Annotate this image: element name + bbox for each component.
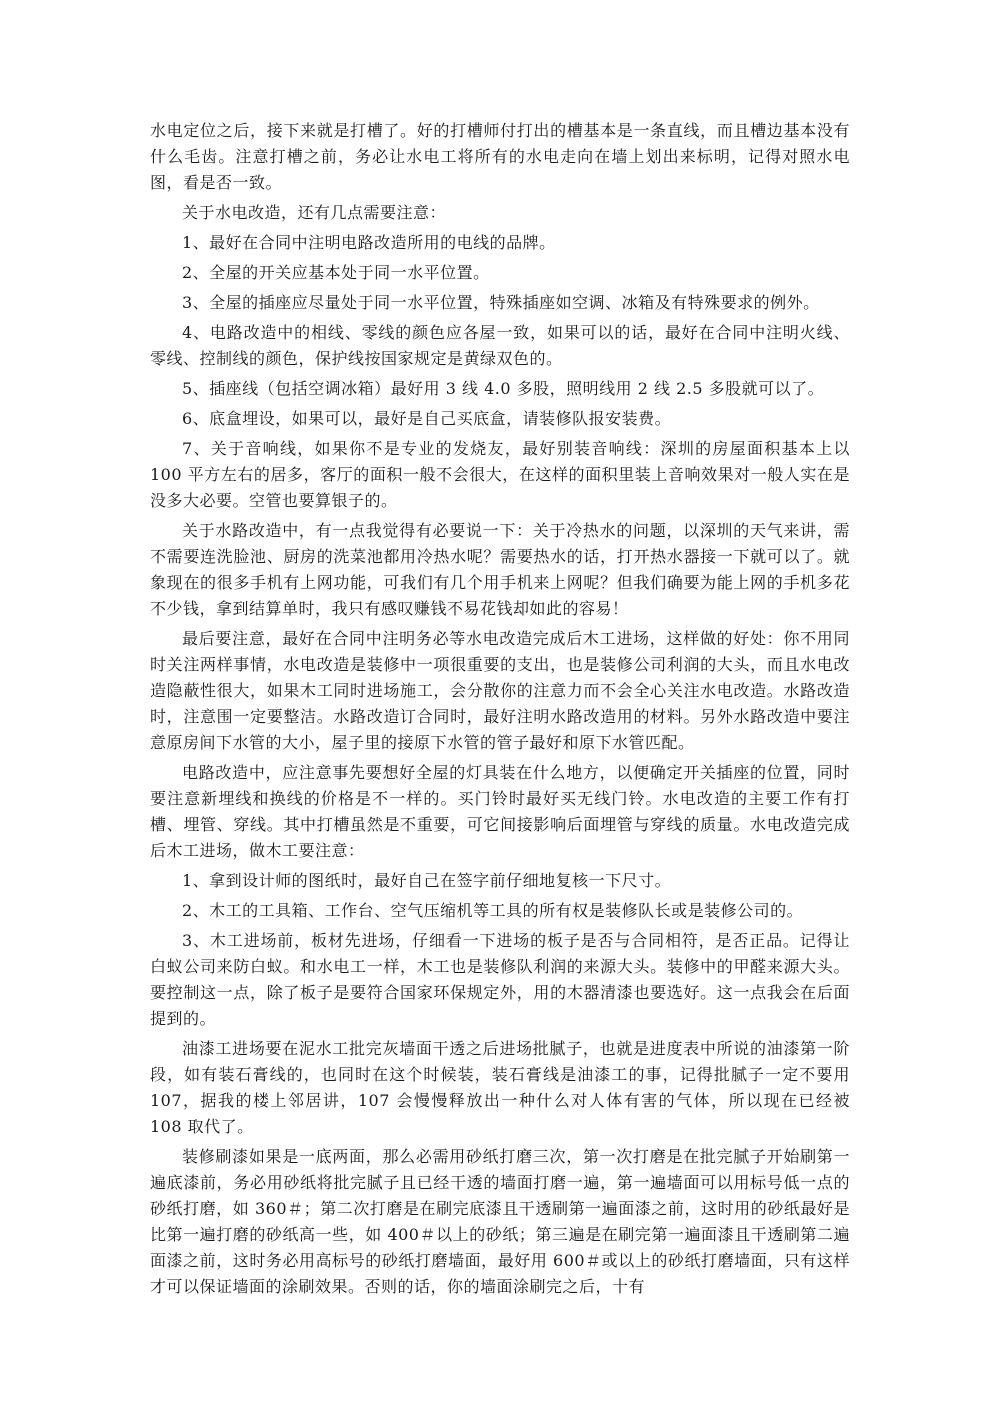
list-item-drawings: 1、拿到设计师的图纸时，最好自己在签字前仔细地复核一下尺寸。 (182, 871, 672, 890)
paragraph-slotting: 水电定位之后，接下来就是打槽了。好的打槽师付打出的槽基本是一条直线，而且槽边基本没有什么毛齿。注意打槽之前，务必让水电工将所有的水电走向在墙上划出来标明，记得对照水电图，看是否一致。 (150, 121, 850, 192)
paragraph-carpentry-timing: 最后要注意，最好在合同中注明务必等水电改造完成后木工进场，这样做的好处：你不用同时关注两样事情，水电改造是装修中一项很重要的支出，也是装修公司利润的大头，而且水电改造隐蔽性很大，如果木工同时进场施工，会分散你的注意力而不会全心关注水电改造。水路改造时，注意围一定要整洁。水路改造订合同时，最好注明水路改造用的材料。另外水路改造中要注意原房间下水管的大小，屋子里的接原下水管的管子最好和原下水管匹配。 (150, 629, 850, 752)
list-item-audio-wire: 7、关于音响线，如果你不是专业的发烧友，最好别装音响线：深圳的房屋面积基本上以 100 平方左右的居多，客厅的面积一般不会很大，在这样的面积里装上音响效果对一般人实在是没多大必要。空管也要算银子的。 (150, 439, 850, 510)
paragraph-sanding: 装修刷漆如果是一底两面，那么必需用砂纸打磨三次，第一次打磨是在批完腻子开始刷第一遍底漆前，务必用砂纸将批完腻子且已经干透的墙面打磨一遍，第一遍墙面可以用标号低一点的砂纸打磨，如 360＃；第二次打磨是在刷完底漆且干透刷第一遍面漆之前，这时用的砂纸最好是比第一遍打磨的砂纸高一些，如 400＃以上的砂纸；第三遍是在刷完第一遍面漆且干透刷第二遍面漆之前，这时务必用高标号的砂纸打磨墙面，最好用 600＃或以上的砂纸打磨墙面，只有这样才可以保证墙面的涂刷效果。否则的话，你的墙面涂刷完之后，十有 (150, 1147, 850, 1296)
paragraph-water-hot-cold: 关于水路改造中，有一点我觉得有必要说一下：关于冷热水的问题，以深圳的天气来讲，需不需要连洗脸池、厨房的洗菜池都用冷热水呢？需要热水的话，打开热水器接一下就可以了。就象现在的很多手机有上网功能，可我们有几个用手机来上网呢？但我们确要为能上网的手机多花不少钱，拿到结算单时，我只有感叹赚钱不易花钱却如此的容易！ (150, 521, 850, 618)
list-item-switch-level: 2、全屋的开关应基本处于同一水平位置。 (182, 263, 490, 282)
document-page (150, 118, 850, 1304)
paragraph-electrical-planning: 电路改造中，应注意事先要想好全屋的灯具装在什么地方，以便确定开关插座的位置，同时要注意新埋线和换线的价格是不一样的。买门铃时最好买无线门铃。水电改造的主要工作有打槽、埋管、穿线。其中打槽虽然是不重要，可它间接影响后面埋管与穿线的质量。水电改造完成后木工进场，做木工要注意： (150, 763, 850, 860)
list-item-wire-colors: 4、电路改造中的相线、零线的颜色应各屋一致，如果可以的话，最好在合同中注明火线、零线、控制线的颜色，保护线按国家规定是黄绿双色的。 (150, 323, 850, 368)
list-item-tools: 2、木工的工具箱、工作台、空气压缩机等工具的所有权是装修队长或是装修公司的。 (182, 901, 804, 920)
list-item-socket-wire: 5、插座线（包括空调冰箱）最好用 3 线 4.0 多股，照明线用 2 线 2.5 多股就可以了。 (182, 379, 825, 398)
list-item-back-box: 6、底盒埋设，如果可以，最好是自己买底盒，请装修队报安装费。 (182, 409, 672, 428)
list-item-wire-brand: 1、最好在合同中注明电路改造所用的电线的品牌。 (182, 233, 556, 252)
list-item-boards: 3、木工进场前，板材先进场，仔细看一下进场的板子是否与合同相符，是否正品。记得让白蚁公司来防白蚁。和水电工一样，木工也是装修队利润的来源大头。装修中的甲醛来源大头。要控制这一点，除了板子是要符合国家环保规定外，用的木器清漆也要选好。这一点我会在后面提到的。 (150, 931, 850, 1028)
paragraph-painting-putty: 油漆工进场要在泥水工批完灰墙面干透之后进场批腻子，也就是进度表中所说的油漆第一阶段，如有装石膏线的，也同时在这个时候装，装石膏线是油漆工的事，记得批腻子一定不要用 107，据我的楼上邻居讲，107 会慢慢释放出一种什么对人体有害的气体，所以现在已经被 108 取代了。 (150, 1039, 850, 1136)
paragraph-notes-intro: 关于水电改造，还有几点需要注意： (182, 203, 447, 222)
list-item-socket-level: 3、全屋的插座应尽量处于同一水平位置，特殊插座如空调、冰箱及有特殊要求的例外。 (182, 293, 820, 312)
